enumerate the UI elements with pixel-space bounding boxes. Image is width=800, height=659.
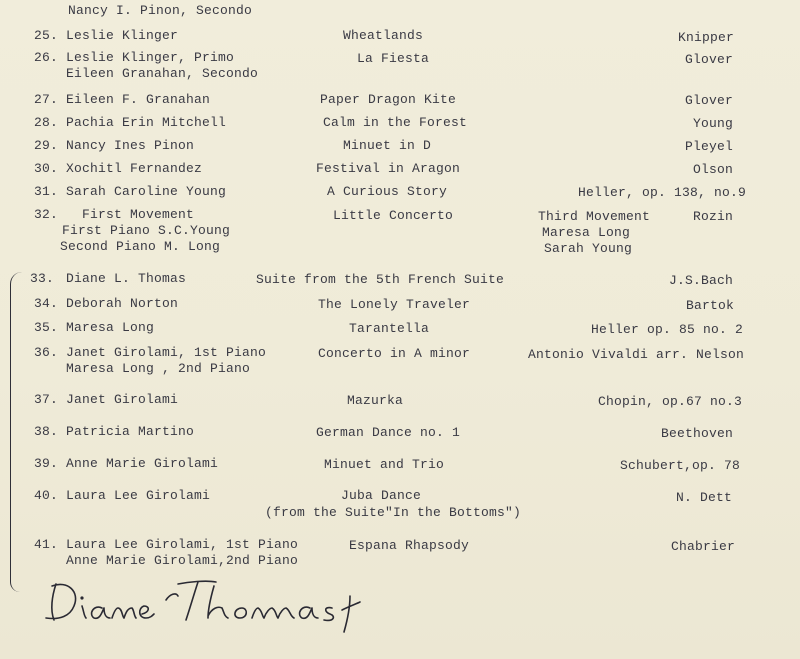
item-number: 34. (34, 296, 59, 311)
composer: Olson (693, 162, 734, 177)
composer: Young (693, 116, 734, 131)
performer: Sarah Caroline Young (66, 184, 227, 199)
composer: Heller, op. 138, no.9 (578, 185, 747, 200)
piece-subtitle: (from the Suite"In the Bottoms") (265, 505, 522, 520)
piece-title: A Curious Story (327, 184, 448, 199)
performer: Patricia Martino (66, 424, 195, 439)
item-number: 26. (34, 50, 59, 65)
piece-title: The Lonely Traveler (318, 297, 471, 312)
composer: Schubert,op. 78 (620, 458, 741, 473)
item-number: 31. (34, 184, 59, 199)
piece-title: Wheatlands (343, 28, 424, 43)
performer: Janet Girolami (66, 392, 179, 407)
performer: Eileen F. Granahan (66, 92, 211, 107)
performer: Deborah Norton (66, 296, 179, 311)
performer: Xochitl Fernandez (66, 161, 203, 176)
item-number: 36. (34, 345, 59, 360)
item-number: 32. (34, 207, 59, 222)
item-number: 27. (34, 92, 59, 107)
piece-title: Minuet and Trio (324, 457, 445, 472)
item-number: 35. (34, 320, 59, 335)
item-number: 41. (34, 537, 59, 552)
composer: Bartok (686, 298, 735, 313)
piece-title: Calm in the Forest (323, 115, 468, 130)
composer: Knipper (678, 30, 735, 45)
item-number: 30. (34, 161, 59, 176)
composer: Rozin (693, 209, 734, 224)
performer: Laura Lee Girolami (66, 488, 211, 503)
piece-title: Juba Dance (341, 488, 422, 503)
composer: Antonio Vivaldi arr. Nelson (528, 347, 745, 362)
piece-title: German Dance no. 1 (316, 425, 461, 440)
composer: Chopin, op.67 no.3 (598, 394, 743, 409)
item-number: 25. (34, 28, 59, 43)
performer: Nancy Ines Pinon (66, 138, 195, 153)
top-line: Nancy I. Pinon, Secondo (68, 3, 253, 18)
performer: Maresa Long , 2nd Piano (66, 361, 251, 376)
performer: Janet Girolami, 1st Piano (66, 345, 267, 360)
item-number: 28. (34, 115, 59, 130)
piece-title: Festival in Aragon (316, 161, 461, 176)
performer: Leslie Klinger, Primo (66, 50, 235, 65)
piece-title: Little Concerto (333, 208, 454, 223)
piece-title: La Fiesta (357, 51, 430, 66)
item-number: 39. (34, 456, 59, 471)
performer: Second Piano M. Long (60, 239, 221, 254)
performer: Eileen Granahan, Secondo (66, 66, 259, 81)
item-number: 33. (30, 271, 55, 286)
composer: Glover (685, 93, 734, 108)
performer: Pachia Erin Mitchell (66, 115, 227, 130)
composer: Pleyel (685, 139, 734, 154)
piece-title: Suite from the 5th French Suite (256, 272, 505, 287)
handwritten-bracket (10, 272, 25, 592)
piece-title: Espana Rhapsody (349, 538, 470, 553)
item-number: 40. (34, 488, 59, 503)
composer: Sarah Young (544, 241, 633, 256)
piece-title: Minuet in D (343, 138, 432, 153)
performer: Laura Lee Girolami, 1st Piano (66, 537, 299, 552)
performer: Leslie Klinger (66, 28, 179, 43)
composer: Chabrier (671, 539, 736, 554)
performer: First Piano S.C.Young (62, 223, 231, 238)
composer: Heller op. 85 no. 2 (591, 322, 744, 337)
handwritten-signature (38, 570, 378, 640)
item-number: 37. (34, 392, 59, 407)
piece-title: Tarantella (349, 321, 430, 336)
piece-title: Paper Dragon Kite (320, 92, 457, 107)
composer: Maresa Long (542, 225, 631, 240)
composer: J.S.Bach (669, 273, 734, 288)
composer: N. Dett (676, 490, 733, 505)
item-number: 38. (34, 424, 59, 439)
performer: Diane L. Thomas (66, 271, 187, 286)
performer: Anne Marie Girolami (66, 456, 219, 471)
composer: Glover (685, 52, 734, 67)
composer: Beethoven (661, 426, 734, 441)
performer: Maresa Long (66, 320, 155, 335)
composer: Third Movement (538, 209, 651, 224)
performer: First Movement (82, 207, 195, 222)
piece-title: Mazurka (347, 393, 404, 408)
item-number: 29. (34, 138, 59, 153)
performer: Anne Marie Girolami,2nd Piano (66, 553, 299, 568)
piece-title: Concerto in A minor (318, 346, 471, 361)
